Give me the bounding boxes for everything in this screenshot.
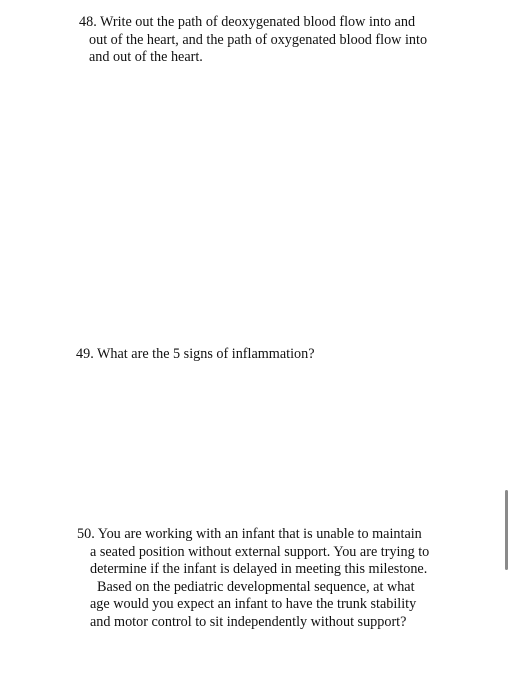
question-50 — [77, 526, 429, 632]
question-50-line: and motor control to sit independently without support? — [90, 613, 407, 630]
question-50-line: age would you expect an infant to have the trunk stability — [90, 596, 417, 613]
question-48-line: and out of the heart. — [89, 49, 203, 66]
question-48-line: out of the heart, and the path of oxygenated blood flow into — [89, 31, 428, 48]
question-50-line: Based on the pediatric developmental sequence, at what — [97, 578, 415, 595]
question-50-line: a seated position without external support. You are trying to — [90, 543, 430, 560]
question-50-line: 50. You are working with an infant that is unable to maintain — [77, 526, 422, 542]
question-49 — [76, 346, 315, 364]
scrollbar-thumb[interactable] — [505, 490, 508, 570]
question-50-line: determine if the infant is delayed in meeting this milestone. — [90, 561, 428, 578]
question-49-line: 49. What are the 5 signs of inflammation? — [76, 346, 315, 362]
question-48 — [79, 14, 427, 67]
question-48-line: 48. Write out the path of deoxygenated blood flow into and — [79, 14, 416, 30]
